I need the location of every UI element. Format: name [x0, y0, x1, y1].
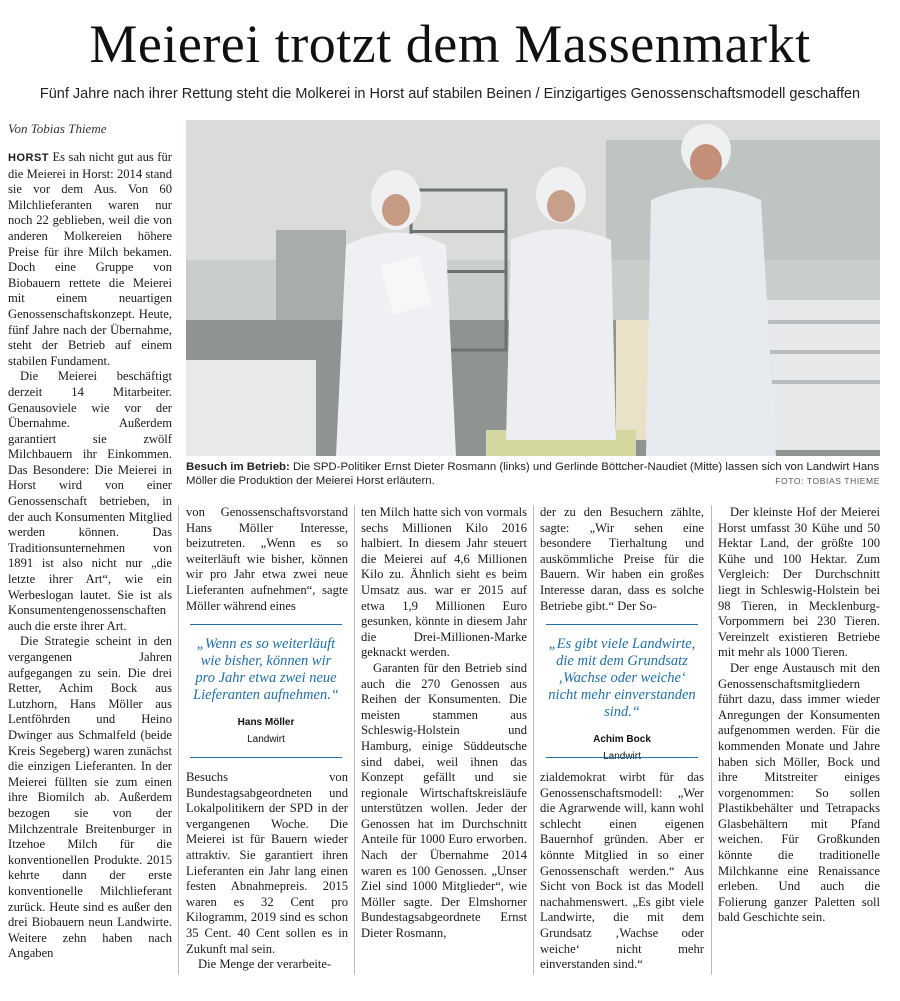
caption-text: Die SPD-Politiker Ernst Dieter Rosmann (links) und Gerlinde Böttcher-Naudiet (Mitte) lassen sich von Landwirt Hans Möller die Produktion der Meierei Horst erläutern.: [186, 461, 880, 487]
photo-illustration: [186, 120, 880, 456]
paragraph-text: Es sah nicht gut aus für die Meierei in Horst: 2014 stand sie vor dem Aus. Von 60 Milchlieferanten waren nur noch 22 geblieben, weil die von anderen Molkereien höhere Preise für ihre Milch bekamen. Doch eine Gruppe von Biobauern rettete die Meierei mit einem neuartigen Genossenschaftskonzept. Heute, fünf Jahre nach der Übernahme, steht der Betrieb auf einem stabilen Fundament.: [8, 150, 172, 368]
quote-author: Achim Bock: [593, 734, 651, 745]
subheadline: Fünf Jahre nach ihrer Rettung steht die Molkerei in Horst auf stabilen Beinen / Einzigartiges Genossenschaftsmodell geschaffen: [39, 86, 861, 102]
quote-rule-bottom: [190, 757, 342, 758]
paragraph: Der kleinste Hof der Meierei Horst umfasst 30 Kühe und 50 Hektar Land, der größte 100 Kühe und 100 Hektar. Zum Vergleich: Der Durchschnitt liegt in Schleswig-Holstein bei 98 Tieren, in Mecklenburg-Vorpommern bei 230 Tieren. Vereinzelt existieren Betriebe mit mehr als 1000 Tieren.: [718, 505, 880, 660]
column-2-bottom: [186, 770, 348, 980]
column-5: [718, 505, 880, 980]
pull-quote-bock: [546, 636, 698, 765]
column-divider: [711, 505, 712, 975]
paragraph: Die Menge der verarbeite-: [198, 957, 332, 972]
quote-author: Hans Möller: [237, 717, 295, 728]
byline: Von Tobias Thieme: [8, 121, 107, 136]
paragraph: Garanten für den Betrieb sind auch die 270 Genossen aus Reihen der Konsumenten. Die meisten stammen aus Schleswig-Holstein und Hamburg, einige Süddeutsche sind dabei, weil ihnen das Konzept gefällt und sie regionale Wirtschaftskreisläufe unterstützen wollen. Jeder der Genossen hat im Durchschnitt Anteile für 1000 Euro erworben. Nach der Übernahme 2014 waren es 100 Genossen. „Unser Ziel sind 1000 Mitglieder“, wie Möller sagte. Der Elmshorner Bundestagsabgeordnete Ernst Dieter Rosmann,: [361, 660, 527, 941]
column-2-top: [186, 505, 348, 617]
quote-text: „Es gibt viele Landwirte, die mit dem Grundsatz ‚Wachse oder weiche‘ nicht mehr einverstanden sind.“: [548, 636, 696, 720]
dateline: HORST: [8, 152, 49, 164]
column-1: [8, 150, 172, 980]
paragraph: der zu den Besuchern zählte, sagte: „Wir sehen eine besondere Tierhaltung und auskömmliche Preise für die Bauern. Wir haben ein großes Interesse daran, dass es solche Betriebe gibt.“ Der So-: [540, 505, 704, 613]
paragraph: zialdemokrat wirbt für das Genossenschaftsmodell: „Wer die Agrarwende will, kann wohl schlecht einen eigenen Bauernhof gründen. Aber er könnte Mitglied in so einer Genossenschaft werden.“ Aus Sicht von Bock ist das Modell nachahmenswert. „Es gibt viele Landwirte, die mit dem Grundsatz ‚Wachse oder weiche‘ nicht mehr einverstanden sind.“: [540, 770, 704, 972]
pull-quote-moeller: [190, 636, 342, 748]
column-divider: [178, 505, 179, 975]
quote-role: Landwirt: [247, 734, 285, 745]
quote-rule-bottom: [546, 757, 698, 758]
quote-text: „Wenn es so weiterläuft wie bisher, können wir pro Jahr etwa zwei neue Lieferanten aufnehmen.“: [193, 636, 339, 703]
column-divider: [533, 505, 534, 975]
paragraph: Der enge Austausch mit den Genossenschaftsmitgliedern führt dazu, dass immer wieder Anregungen der Konsumenten aufgenommen werden. Für die kommenden Monate und Jahre haben sich Möller, Bock und ihre Mitstreiter einiges vorgenommen: So sollen Plastikbehälter und Tetrapacks Glasbehältern mit Pfand weichen. Für Großkunden könnte die traditionelle Milchkanne eine Renaissance erleben. Und auch die Folierung ganzer Paletten soll bald Geschichte sein.: [718, 660, 880, 925]
paragraph: Die Strategie scheint in den vergangenen Jahren aufgegangen zu sein. Die drei Retter, Achim Bock aus Lutzhorn, Hans Möller aus Lentföhrden und Heino Dwinger aus Schmalfeld (beide Kreis Segeberg) waren zunächst die einzigen Lieferanten. In der Meierei füllten sie zum einen ihre Biomilch ab. Außerdem bezogen sie von der Milchzentrale Breitenburger in Itzehoe Milch für die konventionellen Produkte. 2015 kehrte dann der erste konventionelle Milchlieferant zurück. Heute sind es außer den drei Biobauern neun Landwirte. Weitere zehn haben nach Angaben: [8, 634, 172, 961]
column-3: [361, 505, 527, 980]
paragraph: ten Milch hatte sich von vormals sechs Millionen Kilo 2016 halbiert. In diesem Jahr steuert die Meierei auf 4,6 Millionen Kilo zu. Ähnlich sieht es beim Umsatz aus. war er 2015 auf etwa 1,9 Millionen Euro gesunken, könnte in diesem Jahr die Drei-Millionen-Marke geknackt werden.: [361, 505, 527, 660]
photo-credit: FOTO: TOBIAS THIEME: [775, 476, 880, 486]
quote-rule-top: [546, 624, 698, 625]
paragraph: von Genossenschaftsvorstand Hans Möller Interesse, beizutreten. „Wenn es so weiterläuft wie bisher, können wir pro Jahr etwa zwei neue Lieferanten aufnehmen“, sagte Möller während eines: [186, 505, 348, 613]
paragraph: Besuchs von Bundestagsabgeordneten und Lokalpolitikern der SPD in der vergangenen Woche. Die Meierei ist für Bauern wieder attraktiv. Sie garantiert ihren Lieferanten ein Jahr lang einen festen Abnahmepreis. 2015 waren es 32 Cent pro Kilogramm, 2019 sind es schon 35 Cent. 40 Cent sollen es in Zukunft mal sein.: [186, 770, 348, 956]
paragraph: Die Meierei beschäftigt derzeit 14 Mitarbeiter. Genausoviele wie vor der Übernahme. Außerdem garantiert sie zwölf Milchbauern ihr Einkommen. Das Besondere: Die Meierei in Horst wird von einer Genossenschaft betrieben, in der auch Konsumenten Mitglied werden können. Das Traditionsunternehmen von 1891 ist also nicht nur „die letzte ihrer Art“, wie ein Werbeslogan lautet. Sie ist als Konsumentengenossenschaften auch die erste ihrer Art.: [8, 369, 172, 633]
column-divider: [354, 505, 355, 975]
caption-lead: Besuch im Betrieb:: [186, 461, 290, 473]
quote-rule-top: [190, 624, 342, 625]
column-4-bottom: [540, 770, 704, 980]
headline: Meierei trotzt dem Massenmarkt: [89, 14, 811, 74]
column-4-top: [540, 505, 704, 617]
paragraph: [8, 150, 172, 369]
article-photo: [186, 120, 880, 456]
